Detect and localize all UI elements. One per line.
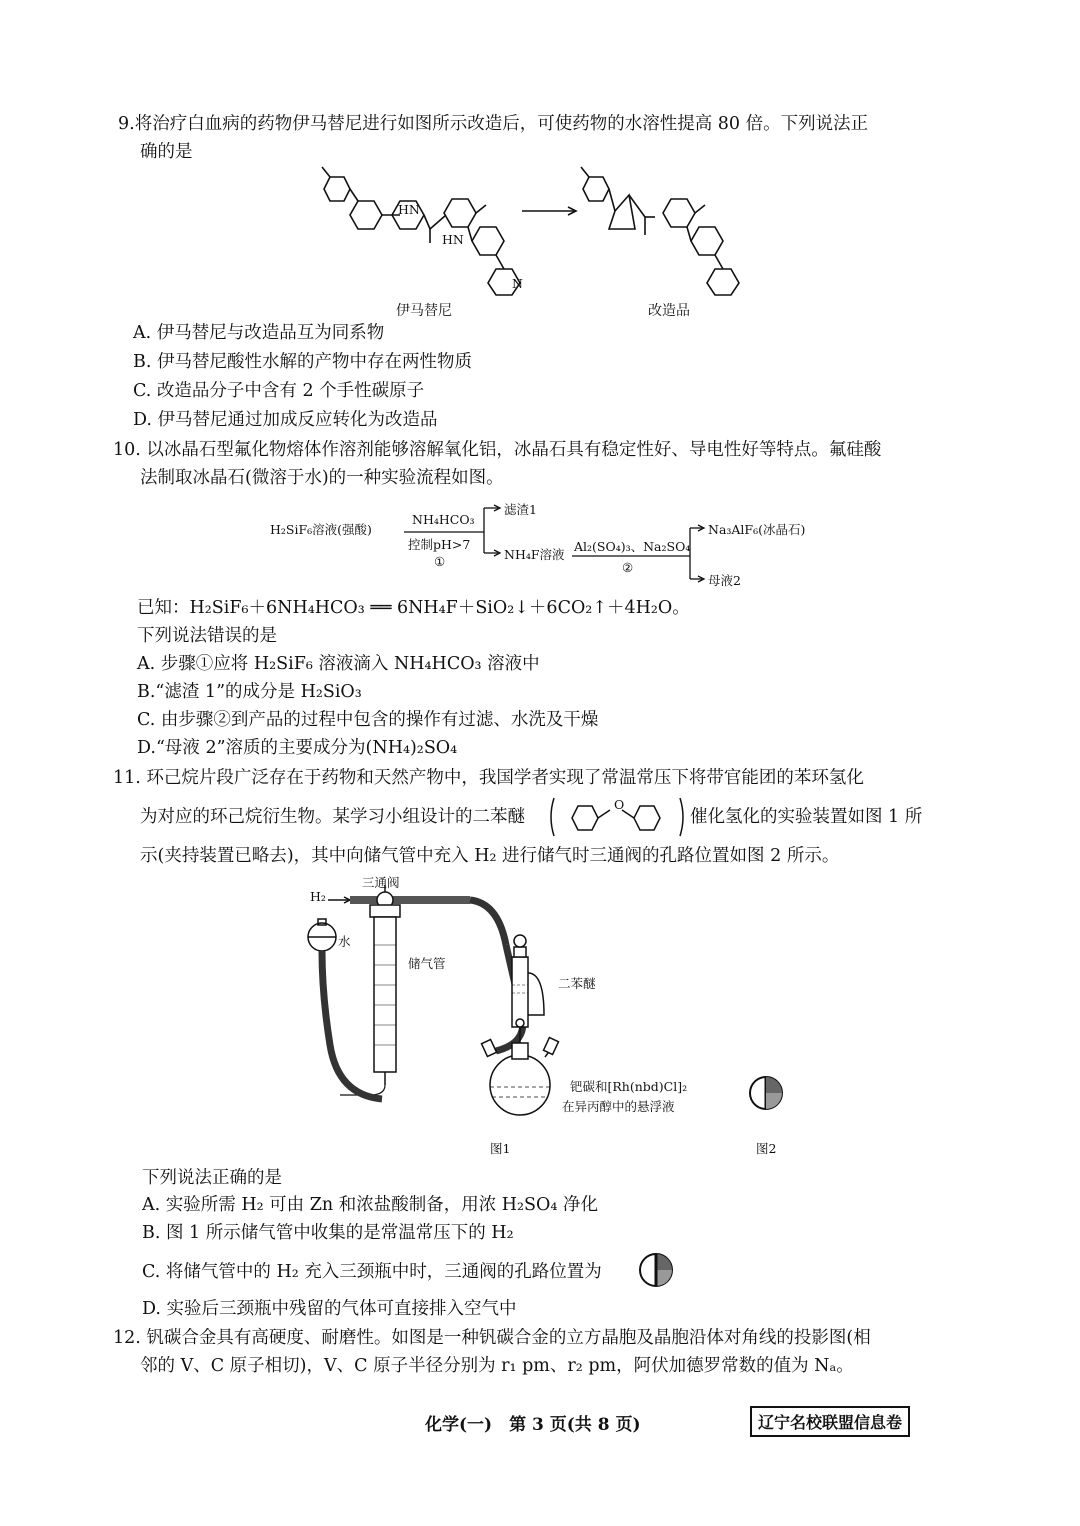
page-footer: 化学(一) 第 3 页(共 8 页): [425, 1415, 641, 1435]
q9-stem-line1: 9.将治疗白血病的药物伊马替尼进行如图所示改造后，可使药物的水溶性提高 80 倍。下列说法正: [118, 114, 869, 134]
q11-option-b: B. 图 1 所示储气管中收集的是常温常压下的 H₂: [142, 1223, 514, 1243]
flow-mother: 母液2: [708, 573, 741, 588]
q10-ask: 下列说法错误的是: [137, 626, 277, 646]
q10-option-a: A. 步骤①应将 H₂SiF₆ 溶液滴入 NH₄HCO₃ 溶液中: [137, 654, 540, 674]
valve-position-icon: [638, 1252, 674, 1288]
q11-stem-line1: 11. 环己烷片段广泛存在于药物和天然产物中，我国学者实现了常温常压下将带官能团的苯环氢化: [113, 768, 864, 788]
imatinib-hn-amine: HN: [442, 232, 464, 247]
modified-label: 改造品: [648, 303, 690, 319]
flow-reagent1: NH₄HCO₃: [412, 512, 475, 527]
imatinib-hn-amide: HN: [398, 202, 420, 217]
label-catalyst-line2: 在异丙醇中的悬浮液: [562, 1099, 675, 1114]
q12-stem-line2: 邻的 V、C 原子相切)，V、C 原子半径分别为 r₁ pm、r₂ pm，阿伏加德罗常数的值为 Nₐ。: [140, 1356, 854, 1376]
q11-ask: 下列说法正确的是: [142, 1168, 282, 1188]
label-catalyst-line1: 钯碳和[Rh(nbd)Cl]₂: [570, 1079, 688, 1094]
q10-stem-line1: 10. 以冰晶石型氟化物熔体作溶剂能够溶解氧化铝，冰晶石具有稳定性好、导电性好等特点。氟硅酸: [113, 440, 882, 460]
flow-product: Na₃AlF₆(冰晶石): [708, 522, 806, 537]
label-gas-storage-tube: 储气管: [408, 956, 446, 971]
q10-option-c: C. 由步骤②到产品的过程中包含的操作有过滤、水洗及干燥: [137, 710, 599, 730]
diphenyl-ether-oxygen: O: [614, 797, 625, 812]
q11-stem-line2a: 为对应的环己烷衍生物。某学习小组设计的二苯醚: [140, 807, 525, 827]
label-h2-inlet: H₂: [310, 889, 326, 904]
flowchart-lines: [0, 0, 1080, 620]
q9-option-d: D. 伊马替尼通过加成反应转化为改造品: [133, 410, 438, 430]
q11-stem-line2b: 催化氢化的实验装置如图 1 所: [690, 807, 923, 827]
flow-condition1: 控制pH>7: [408, 537, 471, 552]
flow-residue1: 滤渣1: [504, 502, 537, 517]
label-water: 水: [338, 934, 351, 949]
figure1-caption: 图1: [490, 1141, 511, 1156]
q11-option-c: C. 将储气管中的 H₂ 充入三颈瓶中时，三通阀的孔路位置为: [142, 1262, 602, 1282]
figure2-caption: 图2: [756, 1141, 777, 1156]
flow-step2: ②: [622, 560, 634, 575]
q9-stem-line2: 确的是: [140, 142, 193, 162]
flow-mid: NH₄F溶液: [504, 547, 565, 562]
label-diphenyl-ether: 二苯醚: [558, 976, 596, 991]
brand-box: 辽宁名校联盟信息卷: [750, 1406, 910, 1437]
q9-option-c: C. 改造品分子中含有 2 个手性碳原子: [133, 381, 425, 401]
q9-option-a: A. 伊马替尼与改造品互为同系物: [133, 323, 385, 343]
apparatus-figure: [300, 875, 780, 1125]
q10-known: 已知：H₂SiF₆＋6NH₄HCO₃ ══ 6NH₄F＋SiO₂↓＋6CO₂↑＋4H₂O。: [137, 598, 690, 618]
flow-reagent2: Al₂(SO₄)₃、Na₂SO₄: [574, 539, 691, 554]
q12-stem-line1: 12. 钒碳合金具有高硬度、耐磨性。如图是一种钒碳合金的立方晶胞及晶胞沿体对角线的投影图(相: [113, 1328, 871, 1348]
q10-option-d: D.“母液 2”溶质的主要成分为(NH₄)₂SO₄: [137, 738, 458, 758]
q11-option-a: A. 实验所需 H₂ 可由 Zn 和浓盐酸制备，用浓 H₂SO₄ 净化: [142, 1195, 598, 1215]
q9-option-b: B. 伊马替尼酸性水解的产物中存在两性物质: [133, 352, 472, 372]
imatinib-n-pyridine: N: [512, 276, 523, 291]
imatinib-label: 伊马替尼: [396, 303, 452, 319]
q11-option-d: D. 实验后三颈瓶中残留的气体可直接排入空气中: [142, 1299, 517, 1319]
flow-step1: ①: [434, 554, 446, 569]
label-three-way-valve: 三通阀: [362, 875, 400, 890]
q10-stem-line2: 法制取冰晶石(微溶于水)的一种实验流程如图。: [140, 468, 504, 488]
q11-stem-line3: 示(夹持装置已略去)，其中向储气管中充入 H₂ 进行储气时三通阀的孔路位置如图 2 所示。: [140, 846, 840, 866]
q10-option-b: B.“滤渣 1”的成分是 H₂SiO₃: [137, 682, 362, 702]
flow-start: H₂SiF₆溶液(强酸): [270, 522, 372, 537]
